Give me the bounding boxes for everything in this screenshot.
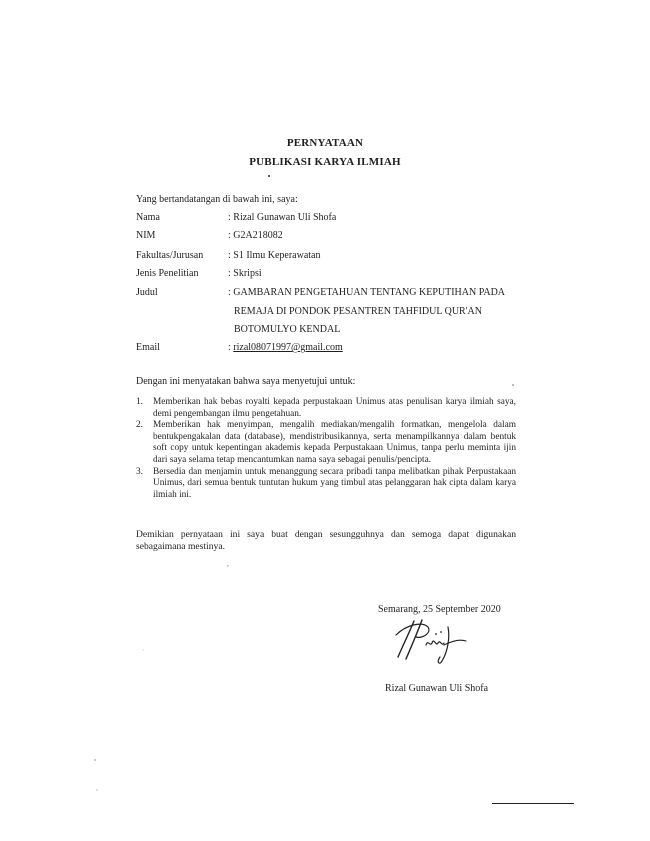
list-item-number: 1. [136, 397, 143, 407]
judul-value-line3: BOTOMULYO KENDAL [234, 324, 341, 335]
list-item-number: 2. [136, 420, 143, 431]
scan-mark: , [227, 560, 229, 568]
judul-label: Judul [136, 287, 158, 298]
signer-name: Rizal Gunawan Uli Shofa [385, 683, 489, 694]
statement-text: Dengan ini menyatakan bahwa saya menyetujui untuk: [136, 376, 356, 387]
judul-value-line1: : GAMBARAN PENGETAHUAN TENTANG KEPUTIHAN PADA [228, 287, 506, 298]
intro-text: Yang bertandatangan di bawah ini, saya: [136, 194, 298, 205]
nama-label: Nama [136, 212, 160, 223]
document-title-line1: PERNYATAAN [286, 137, 364, 149]
email-link[interactable]: rizal08071997@gmail.com [233, 342, 343, 353]
email-prefix: : [228, 342, 234, 353]
closing-text: Demikian pernyataan ini saya buat dengan sesungguhnya dan semoga dapat digunakan sebagaimana mestinya. [136, 529, 516, 552]
jenis-label: Jenis Penelitian [136, 268, 199, 279]
list-item-text: Memberikan hak bebas royalti kepada perpustakaan Unimus atas penulisan karya ilmiah saya, demi pengembangan ilmu pengetahuan. [153, 397, 516, 419]
judul-value-line2: REMAJA DI PONDOK PESANTREN TAHFIDUL QUR'AN [234, 306, 482, 317]
list-item-text: Bersedia dan menjamin untuk menanggung secara pribadi tanpa melibatkan pihak Perpustakaan Unimus, dari semua bentuk tuntutan hukum yang timbul atas pelanggaran hak cipta dalam karya ilmiah ini. [153, 466, 516, 500]
list-item-text: Memberikan hak menyimpan, mengalih mediakan/mengalih formatkan, mengelola dalam bentukpengakalan data (database), mendistribusikannya, serta menampilkannya dalam bentuk soft copy untuk kepentingan akademis kepada Perpustakaan Unimus, tanpa perlu meminta ijin dari saya selama tetap mencantumkan nama saya sebagai penulis/pencipta. [153, 420, 516, 465]
nim-label: NIM [136, 230, 156, 241]
email-label: Email [136, 342, 160, 353]
nama-value: : Rizal Gunawan Uli Shofa [228, 212, 337, 223]
jenis-value: : Skripsi [228, 268, 262, 279]
place-date: Semarang, 25 September 2020 [378, 604, 501, 615]
document-title-line2: PUBLIKASI KARYA ILMIAH [249, 156, 401, 168]
fakultas-value: : S1 Ilmu Keperawatan [228, 250, 321, 261]
nim-value: : G2A218082 [228, 230, 283, 241]
fakultas-label: Fakultas/Jurusan [136, 250, 204, 261]
list-item-number: 3. [136, 466, 143, 477]
